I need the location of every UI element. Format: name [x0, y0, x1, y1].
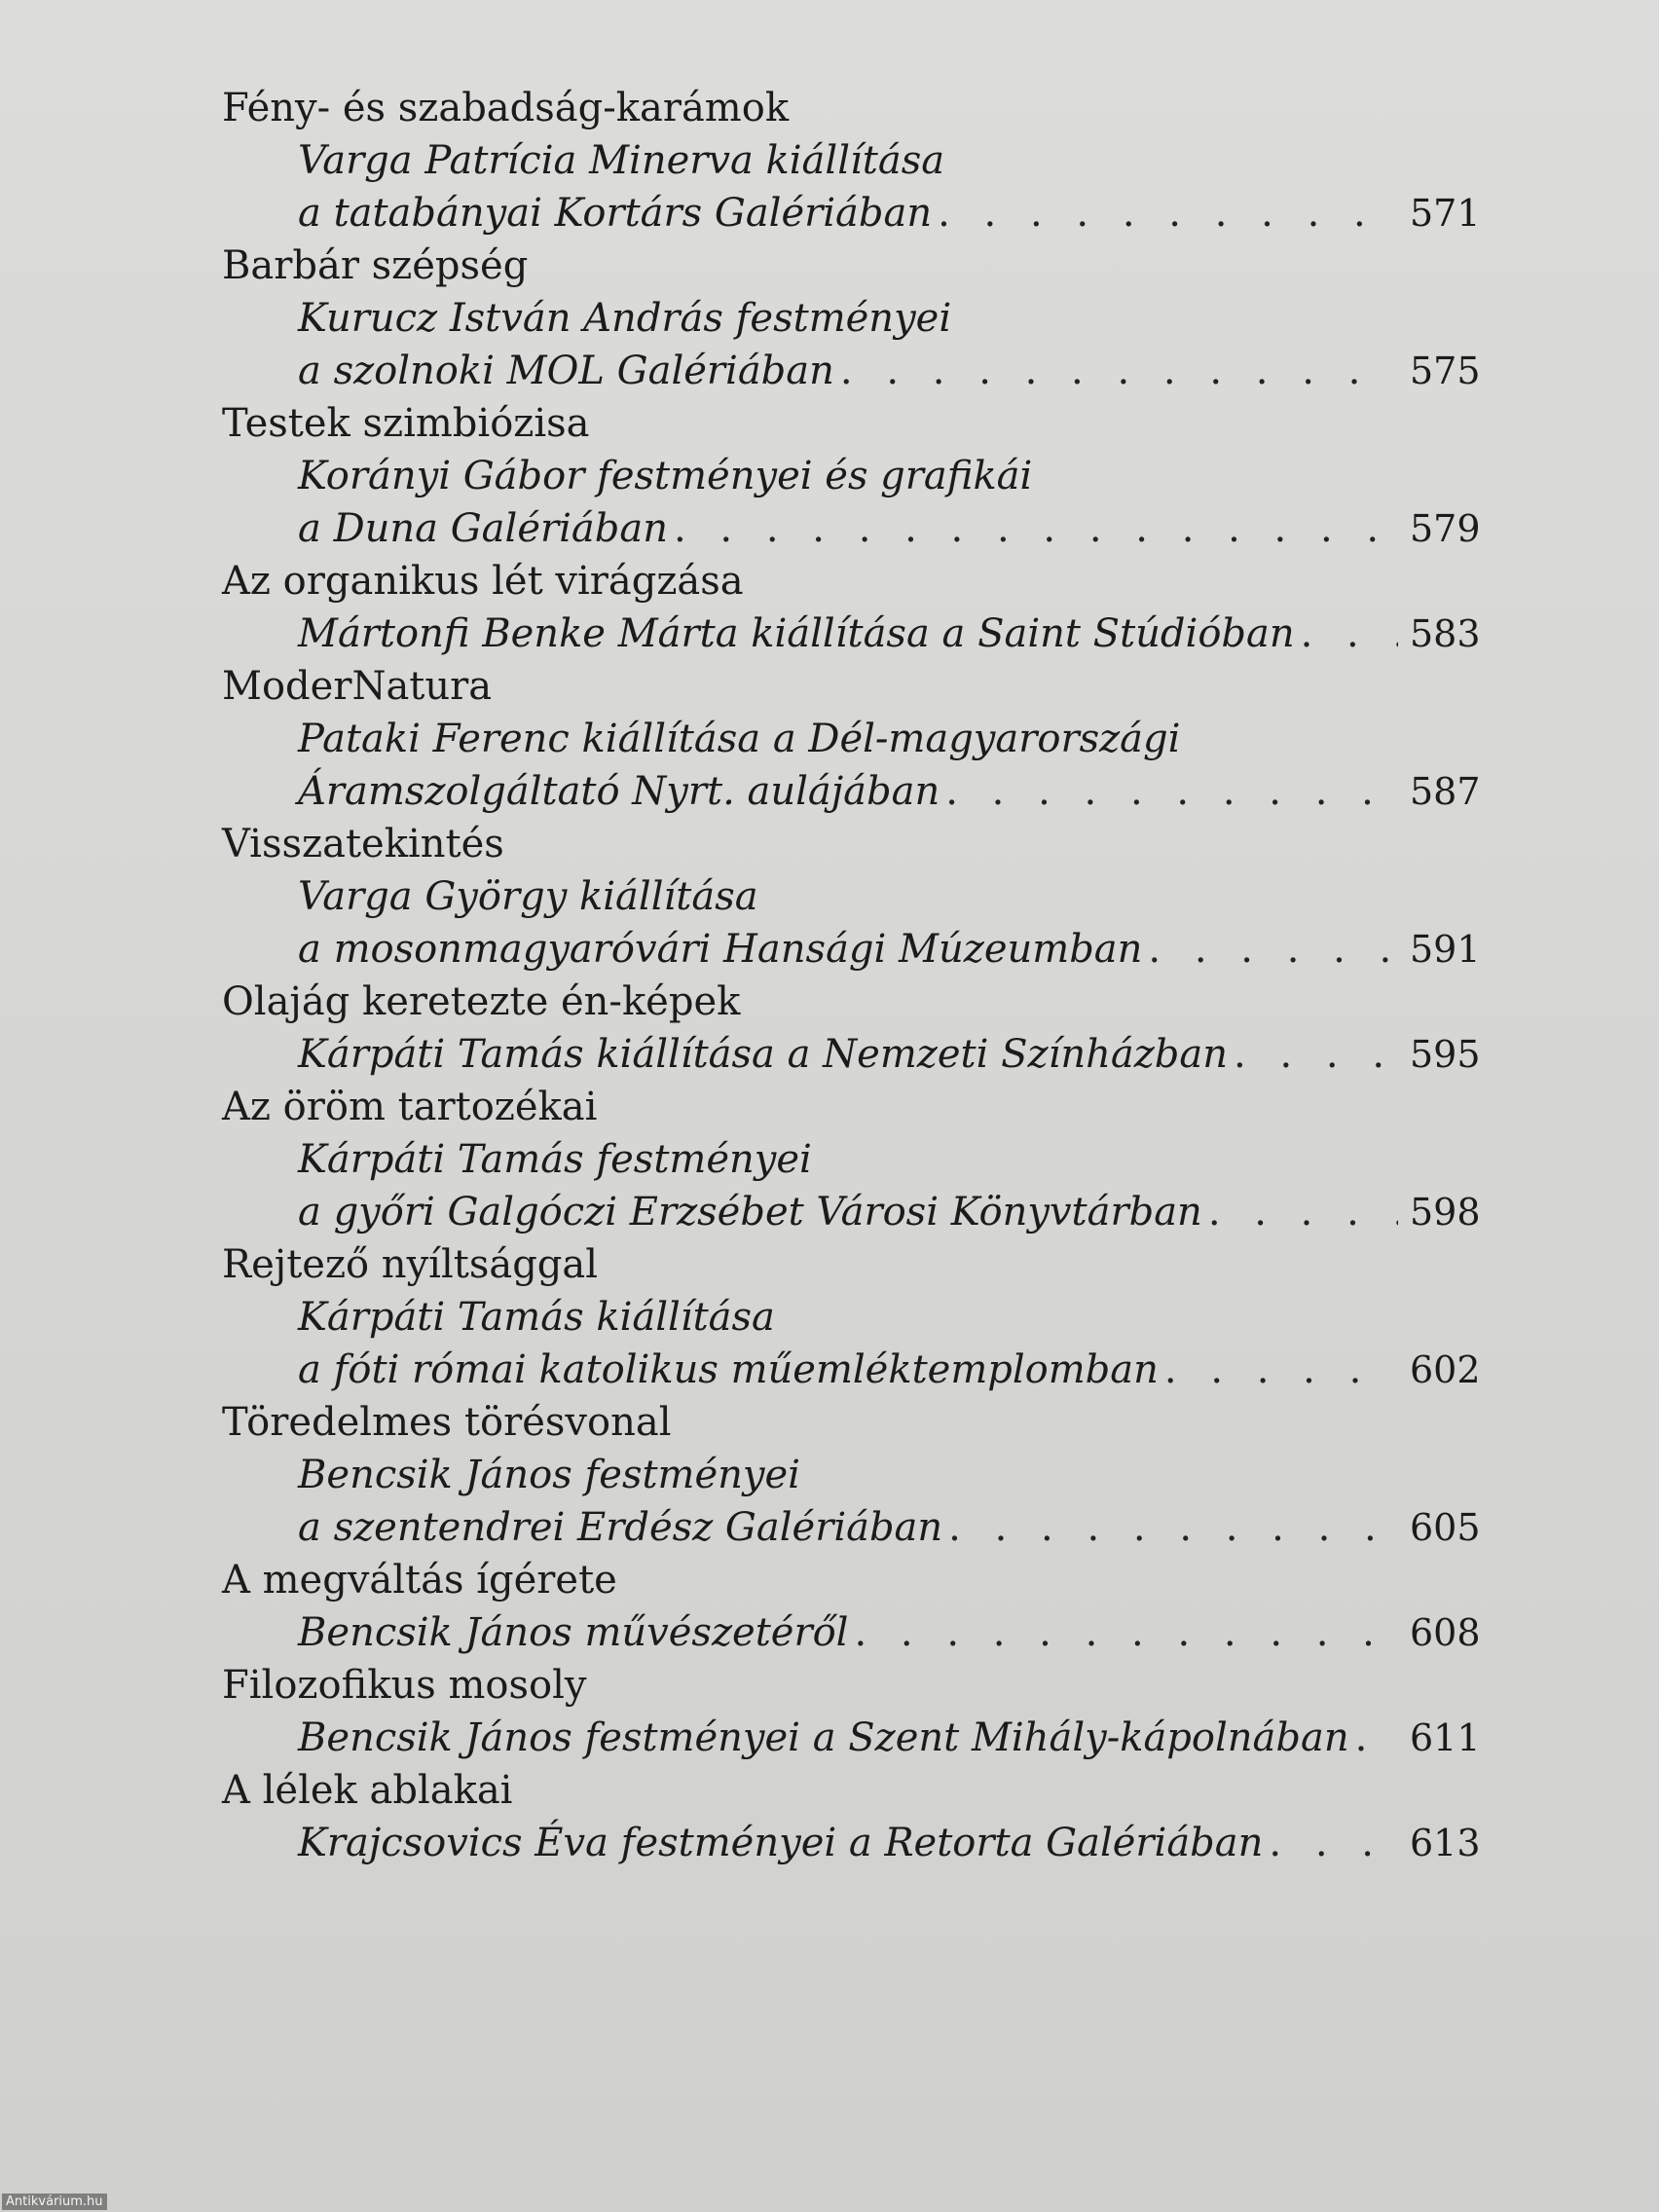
page-number: 591	[1410, 928, 1481, 971]
toc-entry	[222, 82, 1481, 240]
entry-last-line	[222, 1186, 1481, 1238]
entry-title: Az organikus lét virágzása	[222, 559, 744, 604]
toc-entry	[222, 1764, 1481, 1869]
entry-subtitle: Varga Patrícia Minerva kiállítása	[298, 138, 945, 183]
entry-subtitle: a győri Galgóczi Erzsébet Városi Könyvtárban	[298, 1190, 1202, 1235]
entry-subtitle: a szolnoki MOL Galériában	[298, 349, 834, 393]
entry-subtitle: Áramszolgáltató Nyrt. aulájában	[298, 769, 940, 814]
toc-entry	[222, 1081, 1481, 1238]
entry-title: Fény- és szabadság-karámok	[222, 86, 790, 130]
entry-subtitle: a szentendrei Erdész Galériában	[298, 1505, 943, 1550]
entry-last-line	[222, 1028, 1481, 1081]
watermark: Antikvárium.hu	[2, 2194, 107, 2210]
entry-title: Töredelmes törésvonal	[222, 1400, 672, 1445]
entry-last-line	[222, 1344, 1481, 1396]
entry-title: Testek szimbiózisa	[222, 401, 590, 446]
dot-leader	[1234, 1028, 1398, 1081]
page-number: 598	[1410, 1191, 1481, 1234]
dot-leader	[948, 1501, 1398, 1554]
page-number: 613	[1410, 1822, 1481, 1864]
page-number: 608	[1410, 1611, 1481, 1654]
entry-subtitle: Bencsik János festményei a Szent Mihály-kápolnában	[298, 1715, 1349, 1760]
entry-last-line	[222, 923, 1481, 976]
toc-entry	[222, 1659, 1481, 1764]
dot-leader	[840, 345, 1398, 397]
entry-subtitle: Bencsik János művészetéről	[298, 1610, 849, 1655]
page-number: 587	[1410, 770, 1481, 813]
entry-title: A lélek ablakai	[222, 1768, 513, 1813]
dot-leader	[1301, 608, 1398, 660]
entry-subtitle: Korányi Gábor festményei és grafikái	[298, 454, 1033, 498]
entry-subtitle: a Duna Galériában	[298, 506, 668, 551]
entry-title: Visszatekintés	[222, 822, 504, 866]
entry-title: Barbár szépség	[222, 243, 529, 288]
entry-last-line	[222, 765, 1481, 818]
entry-subtitle: Kárpáti Tamás festményei	[298, 1137, 812, 1182]
entry-subtitle: Pataki Ferenc kiállítása a Dél-magyarországi	[298, 717, 1181, 761]
entry-subtitle: Varga György kiállítása	[298, 874, 758, 919]
page-number: 611	[1410, 1716, 1481, 1759]
toc-entry	[222, 976, 1481, 1081]
dot-leader	[945, 765, 1398, 818]
entry-title: Az öröm tartozékai	[222, 1085, 598, 1129]
entry-last-line	[222, 345, 1481, 397]
page-number: 579	[1410, 507, 1481, 550]
entry-subtitle: Kurucz István András festményei	[298, 296, 952, 341]
toc-entry	[222, 397, 1481, 555]
entry-subtitle: a fóti római katolikus műemléktemplomban	[298, 1347, 1159, 1392]
table-of-contents	[222, 82, 1481, 1869]
entry-last-line	[222, 502, 1481, 555]
toc-entry	[222, 818, 1481, 976]
entry-subtitle: Kárpáti Tamás kiállítása a Nemzeti Színházban	[298, 1032, 1229, 1077]
page-number: 571	[1410, 192, 1481, 235]
toc-entry	[222, 555, 1481, 660]
entry-title: A megváltás ígérete	[222, 1558, 617, 1603]
dot-leader	[1208, 1186, 1398, 1238]
entry-subtitle: a mosonmagyaróvári Hansági Múzeumban	[298, 927, 1143, 972]
page-number: 595	[1410, 1033, 1481, 1076]
entry-subtitle: Mártonfi Benke Márta kiállítása a Saint Stúdióban	[298, 611, 1295, 656]
entry-title: Olajág keretezte én-képek	[222, 979, 741, 1024]
page-number: 583	[1410, 612, 1481, 655]
dot-leader	[1355, 1712, 1398, 1764]
page-number: 575	[1410, 350, 1481, 392]
dot-leader	[1269, 1817, 1398, 1869]
entry-subtitle: a tatabányai Kortárs Galériában	[298, 191, 933, 236]
entry-subtitle: Kárpáti Tamás kiállítása	[298, 1295, 775, 1340]
toc-entry	[222, 240, 1481, 397]
entry-last-line	[222, 608, 1481, 660]
entry-last-line	[222, 1817, 1481, 1869]
entry-title: Rejtező nyíltsággal	[222, 1242, 599, 1287]
entry-last-line	[222, 187, 1481, 240]
dot-leader	[938, 187, 1398, 240]
entry-title: Filozofikus mosoly	[222, 1663, 587, 1708]
dot-leader	[1148, 923, 1398, 976]
toc-entry	[222, 1396, 1481, 1554]
page-number: 605	[1410, 1506, 1481, 1549]
toc-entry	[222, 1238, 1481, 1396]
entry-last-line	[222, 1501, 1481, 1554]
entry-subtitle: Bencsik János festményei	[298, 1453, 800, 1497]
entry-last-line	[222, 1606, 1481, 1659]
entry-title: ModerNatura	[222, 664, 493, 709]
entry-subtitle: Krajcsovics Éva festményei a Retorta Galériában	[298, 1821, 1264, 1865]
entry-last-line	[222, 1712, 1481, 1764]
toc-entry	[222, 1554, 1481, 1659]
page-number: 602	[1410, 1348, 1481, 1391]
dot-leader	[854, 1606, 1398, 1659]
dot-leader	[1164, 1344, 1398, 1396]
dot-leader	[674, 502, 1398, 555]
toc-entry	[222, 660, 1481, 818]
